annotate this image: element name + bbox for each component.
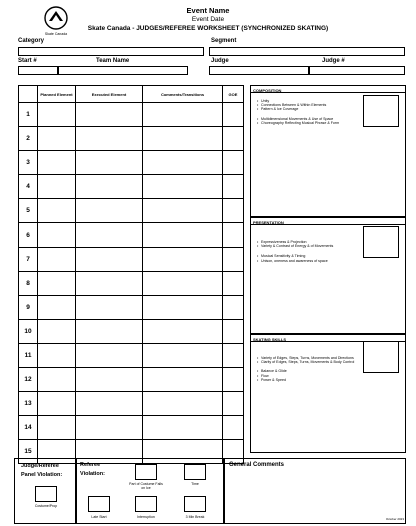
list-item: • Variety of Edges, Steps, Turns, Movements and Directions xyxy=(257,356,359,360)
list-item: • Power & Speed xyxy=(257,378,359,382)
goe-cell[interactable] xyxy=(223,295,244,319)
list-item: • Expressiveness & Projection xyxy=(257,240,333,244)
executed-element-cell[interactable] xyxy=(76,151,143,175)
executed-element-cell[interactable] xyxy=(76,175,143,199)
executed-element-cell[interactable] xyxy=(76,295,143,319)
judge-referee-violation-section xyxy=(14,458,76,524)
list-item: • Pattern & Ice Coverage xyxy=(257,107,339,111)
table-row xyxy=(19,416,244,440)
table-header-row xyxy=(19,86,244,103)
list-item: • Clarity of Edges, Steps, Turns, Movements & Body Control xyxy=(257,360,359,364)
segment-field[interactable] xyxy=(209,47,405,56)
executed-element-cell[interactable] xyxy=(76,416,143,440)
judge-number-field[interactable] xyxy=(309,66,405,75)
costume-falls-label: Part of Costume Falls on Ice xyxy=(129,482,163,490)
comments-cell[interactable] xyxy=(143,271,223,295)
table-row xyxy=(19,319,244,343)
goe-cell[interactable] xyxy=(223,271,244,295)
interruption-checkbox[interactable] xyxy=(135,496,157,512)
team-name-field[interactable] xyxy=(58,66,188,75)
table-row xyxy=(19,392,244,416)
comments-cell[interactable] xyxy=(143,199,223,223)
goe-cell[interactable] xyxy=(223,127,244,151)
interruption-label: Interruption xyxy=(137,515,155,519)
executed-element-cell[interactable] xyxy=(76,247,143,271)
presentation-title: PRESENTATION xyxy=(251,218,405,225)
column-header-planned: Planned Element xyxy=(38,86,76,103)
presentation-panel xyxy=(250,217,406,334)
referee-violation-title: Violation: xyxy=(80,471,105,477)
planned-element-cell[interactable] xyxy=(38,223,76,247)
skating-skills-title: SKATING SKILLS xyxy=(251,335,405,342)
list-item: • Balance & Glide xyxy=(257,369,359,373)
goe-cell[interactable] xyxy=(223,199,244,223)
list-item: • Flow xyxy=(257,374,359,378)
goe-cell[interactable] xyxy=(223,343,244,367)
row-number: 1 xyxy=(19,103,38,127)
row-number: 2 xyxy=(19,127,38,151)
planned-element-cell[interactable] xyxy=(38,392,76,416)
late-start-checkbox[interactable] xyxy=(88,496,110,512)
planned-element-cell[interactable] xyxy=(38,151,76,175)
executed-element-cell[interactable] xyxy=(76,319,143,343)
composition-score-box[interactable] xyxy=(363,95,399,127)
goe-cell[interactable] xyxy=(223,151,244,175)
row-number: 9 xyxy=(19,295,38,319)
comments-cell[interactable] xyxy=(143,175,223,199)
executed-element-cell[interactable] xyxy=(76,343,143,367)
comments-cell[interactable] xyxy=(143,319,223,343)
skating-skills-score-box[interactable] xyxy=(363,341,399,373)
table-row xyxy=(19,343,244,367)
list-item: • Connections Between & Within Elements xyxy=(257,103,339,107)
elements-table xyxy=(18,85,244,464)
segment-label: Segment xyxy=(211,38,237,44)
worksheet-title: Skate Canada - JUDGES/REFEREE WORKSHEET (SYNCHRONIZED SKATING) xyxy=(87,25,329,32)
presentation-list xyxy=(257,240,333,263)
executed-element-cell[interactable] xyxy=(76,223,143,247)
table-row xyxy=(19,295,244,319)
planned-element-cell[interactable] xyxy=(38,295,76,319)
column-header-executed: Executed Element xyxy=(76,86,143,103)
row-number: 13 xyxy=(19,392,38,416)
team-name-label: Team Name xyxy=(96,58,130,64)
late-start-label: Late Start xyxy=(91,515,107,519)
table-row xyxy=(19,127,244,151)
judge-label: Judge xyxy=(211,58,229,64)
costume-prop-label: Costume/Prop xyxy=(34,504,58,508)
goe-cell[interactable] xyxy=(223,392,244,416)
table-row xyxy=(19,368,244,392)
table-row xyxy=(19,247,244,271)
event-date: Event Date xyxy=(191,16,225,23)
planned-element-cell[interactable] xyxy=(38,175,76,199)
footer-date: October 2023 xyxy=(385,517,404,521)
planned-element-cell[interactable] xyxy=(38,271,76,295)
planned-element-cell[interactable] xyxy=(38,368,76,392)
table-row xyxy=(19,271,244,295)
logo-caption: Skate Canada xyxy=(44,32,68,36)
list-item: • Variety & Contrast of Energy & of Movements xyxy=(257,244,333,248)
executed-element-cell[interactable] xyxy=(76,271,143,295)
executed-element-cell[interactable] xyxy=(76,392,143,416)
executed-element-cell[interactable] xyxy=(76,199,143,223)
list-item: • Musical Sensitivity & Timing xyxy=(257,254,333,258)
panel-violation-title: Panel Violation: xyxy=(21,472,63,478)
table-row xyxy=(19,151,244,175)
referee-violation-section xyxy=(76,458,224,524)
row-number: 6 xyxy=(19,223,38,247)
row-number: 10 xyxy=(19,319,38,343)
three-min-break-checkbox[interactable] xyxy=(184,496,206,512)
planned-element-cell[interactable] xyxy=(38,319,76,343)
costume-prop-checkbox[interactable] xyxy=(35,486,57,502)
executed-element-cell[interactable] xyxy=(76,103,143,127)
costume-falls-checkbox[interactable] xyxy=(135,464,157,480)
comments-cell[interactable] xyxy=(143,151,223,175)
planned-element-cell[interactable] xyxy=(38,247,76,271)
comments-cell[interactable] xyxy=(143,247,223,271)
comments-cell[interactable] xyxy=(143,416,223,440)
planned-element-cell[interactable] xyxy=(38,127,76,151)
general-comments-section[interactable] xyxy=(224,458,406,524)
comments-cell[interactable] xyxy=(143,392,223,416)
event-name: Event Name xyxy=(186,6,230,15)
judge-referee-title: Judge/Referee xyxy=(21,463,59,469)
list-item: • Choreography Reflecting Musical Phrase & Form xyxy=(257,121,339,125)
composition-title: COMPOSITION xyxy=(251,86,405,93)
row-number: 3 xyxy=(19,151,38,175)
goe-cell[interactable] xyxy=(223,103,244,127)
comments-cell[interactable] xyxy=(143,103,223,127)
goe-cell[interactable] xyxy=(223,247,244,271)
start-number-field[interactable] xyxy=(18,66,58,75)
column-header-goe: GOE xyxy=(223,86,244,103)
goe-cell[interactable] xyxy=(223,319,244,343)
executed-element-cell[interactable] xyxy=(76,127,143,151)
row-number: 15 xyxy=(19,440,38,464)
table-row xyxy=(19,199,244,223)
planned-element-cell[interactable] xyxy=(38,199,76,223)
time-label: Time xyxy=(191,482,199,486)
start-number-label: Start # xyxy=(18,58,37,64)
comments-cell[interactable] xyxy=(143,223,223,247)
composition-panel xyxy=(250,85,406,217)
table-row xyxy=(19,103,244,127)
goe-cell[interactable] xyxy=(223,175,244,199)
row-number: 4 xyxy=(19,175,38,199)
presentation-score-box[interactable] xyxy=(363,226,399,258)
row-number: 12 xyxy=(19,368,38,392)
three-min-break-label: 3 Min Break xyxy=(185,515,205,519)
column-header-comments: Comments/Transitions xyxy=(143,86,223,103)
list-item: • Unity xyxy=(257,99,339,103)
planned-element-cell[interactable] xyxy=(38,103,76,127)
comments-cell[interactable] xyxy=(143,343,223,367)
row-number: 7 xyxy=(19,247,38,271)
goe-cell[interactable] xyxy=(223,416,244,440)
row-number: 5 xyxy=(19,199,38,223)
general-comments-title: General Comments xyxy=(229,462,285,468)
category-field[interactable] xyxy=(18,47,204,56)
executed-element-cell[interactable] xyxy=(76,368,143,392)
composition-list xyxy=(257,99,339,125)
row-number: 8 xyxy=(19,271,38,295)
planned-element-cell[interactable] xyxy=(38,343,76,367)
category-label: Category xyxy=(18,38,45,44)
judge-number-label: Judge # xyxy=(322,58,345,64)
skating-skills-panel xyxy=(250,334,406,453)
row-number-header xyxy=(19,86,38,103)
table-row xyxy=(19,223,244,247)
row-number: 14 xyxy=(19,416,38,440)
skating-skills-list xyxy=(257,356,359,382)
table-row xyxy=(19,175,244,199)
row-number: 11 xyxy=(19,343,38,367)
goe-cell[interactable] xyxy=(223,223,244,247)
comments-cell[interactable] xyxy=(143,368,223,392)
comments-cell[interactable] xyxy=(143,295,223,319)
goe-cell[interactable] xyxy=(223,368,244,392)
list-item: • Unison, oneness and awareness of space xyxy=(257,259,333,263)
comments-cell[interactable] xyxy=(143,127,223,151)
list-item: • Multidimensional Movements & Use of Space xyxy=(257,117,339,121)
time-checkbox[interactable] xyxy=(184,464,206,480)
planned-element-cell[interactable] xyxy=(38,416,76,440)
judge-field[interactable] xyxy=(209,66,309,75)
referee-title: Referee xyxy=(80,462,101,468)
